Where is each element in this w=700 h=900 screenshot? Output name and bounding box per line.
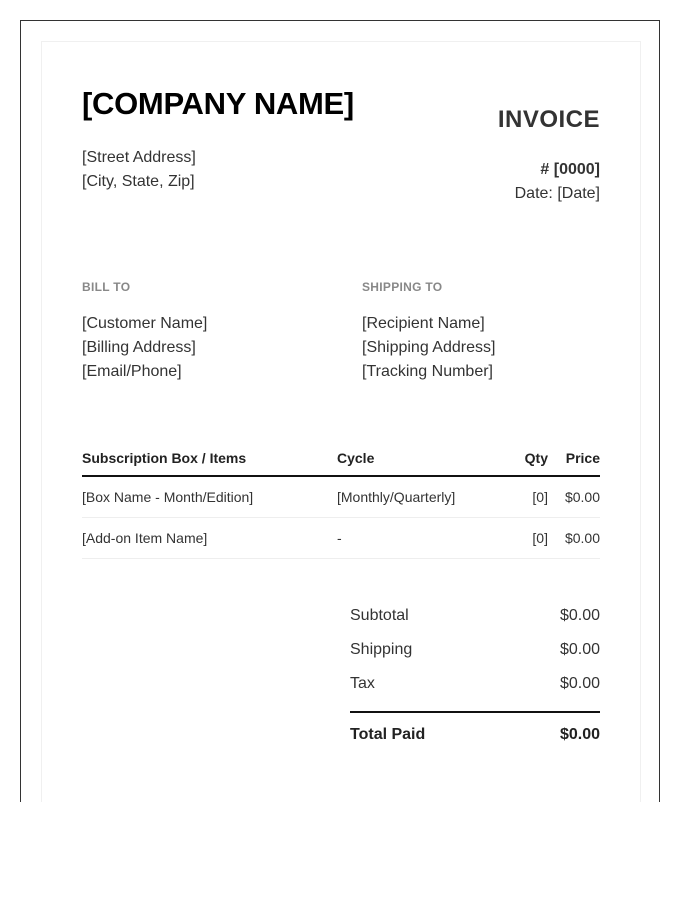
subtotal-row [350,599,600,633]
header-item: Subscription Box / Items [82,440,337,476]
shipping-label: Shipping [350,641,413,658]
item-qty: [0] [503,476,548,518]
shipping-row [350,633,600,667]
tax-value: $0.00 [559,675,600,692]
invoice-number: # [0000] [540,161,600,178]
shipping-value: $0.00 [559,641,600,658]
item-qty: [0] [503,518,548,559]
invoice-date: Date: [Date] [514,185,600,202]
invoice-title: INVOICE [497,106,600,133]
header-price: Price [548,440,600,476]
header-qty: Qty [503,440,548,476]
tracking-number: [Tracking Number] [362,363,493,380]
table-row [82,476,600,518]
bill-to-block [82,312,207,384]
total-value: $0.00 [559,726,600,743]
company-address [82,146,196,194]
tax-label: Tax [350,675,375,692]
subtotal-label: Subtotal [350,607,409,624]
recipient-name: [Recipient Name] [362,315,485,332]
item-cycle: - [337,518,503,559]
item-price: $0.00 [548,476,600,518]
item-name: [Add-on Item Name] [82,518,337,559]
total-row [350,713,600,757]
company-city: [City, State, Zip] [82,173,195,190]
items-table [82,440,600,559]
ship-to-label: SHIPPING TO [362,280,443,294]
company-name: [COMPANY NAME] [82,86,354,121]
table-row [82,518,600,559]
billing-address: [Billing Address] [82,339,196,356]
item-price: $0.00 [548,518,600,559]
customer-name: [Customer Name] [82,315,208,332]
subtotal-value: $0.00 [559,607,600,624]
item-cycle: [Monthly/Quarterly] [337,476,503,518]
item-name: [Box Name - Month/Edition] [82,476,337,518]
totals-block [350,599,600,757]
bill-to-label: BILL TO [82,280,131,294]
invoice-meta [515,158,600,206]
total-label: Total Paid [350,726,426,743]
items-header-row [82,440,600,476]
header-cycle: Cycle [337,440,503,476]
shipping-address: [Shipping Address] [362,339,496,356]
company-street: [Street Address] [82,149,196,166]
customer-contact: [Email/Phone] [82,363,182,380]
ship-to-block [362,312,495,384]
tax-row [350,667,600,701]
